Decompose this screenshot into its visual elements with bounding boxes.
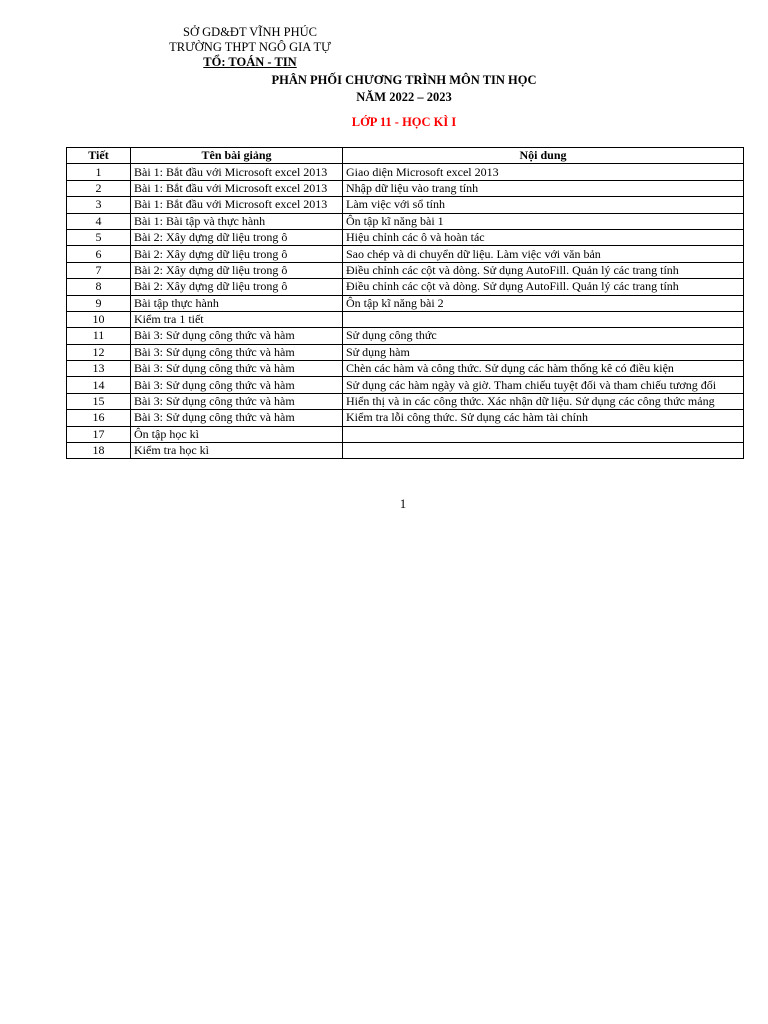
header-period: Tiết (67, 148, 131, 164)
period-cell: 17 (67, 426, 131, 442)
period-cell: 18 (67, 443, 131, 459)
content-cell: Sử dụng công thức (343, 328, 744, 344)
period-cell: 10 (67, 311, 131, 327)
lesson-cell: Bài 3: Sử dụng công thức và hàm (131, 410, 343, 426)
content-cell: Điều chỉnh các cột và dòng. Sử dụng AutoFill. Quản lý các trang tính (343, 262, 744, 278)
lesson-cell: Bài 3: Sử dụng công thức và hàm (131, 344, 343, 360)
table-row (67, 180, 744, 196)
lesson-cell: Ôn tập học kì (131, 426, 343, 442)
header-lesson: Tên bài giảng (131, 148, 343, 164)
period-cell: 15 (67, 393, 131, 409)
table-row (67, 328, 744, 344)
period-cell: 1 (67, 164, 131, 180)
table-row (67, 426, 744, 442)
lesson-cell: Bài 3: Sử dụng công thức và hàm (131, 393, 343, 409)
period-cell: 2 (67, 180, 131, 196)
content-cell: Kiểm tra lỗi công thức. Sử dụng các hàm tài chính (343, 410, 744, 426)
lesson-cell: Kiểm tra 1 tiết (131, 311, 343, 327)
table-row (67, 393, 744, 409)
table-row (67, 410, 744, 426)
document-title: PHÂN PHỐI CHƯƠNG TRÌNH MÔN TIN HỌC (271, 73, 537, 87)
content-cell: Sao chép và di chuyển dữ liệu. Làm việc với văn bản (343, 246, 744, 262)
lesson-cell: Bài 1: Bắt đầu với Microsoft excel 2013 (131, 180, 343, 196)
period-cell: 3 (67, 197, 131, 213)
content-cell: Hiệu chỉnh các ô và hoàn tác (343, 229, 744, 245)
lesson-cell: Bài 3: Sử dụng công thức và hàm (131, 361, 343, 377)
lesson-cell: Bài 2: Xây dựng dữ liệu trong ô (131, 229, 343, 245)
lesson-cell: Kiểm tra học kì (131, 443, 343, 459)
page-number: 1 (399, 497, 407, 511)
period-cell: 12 (67, 344, 131, 360)
period-cell: 9 (67, 295, 131, 311)
period-cell: 5 (67, 229, 131, 245)
table-row (67, 262, 744, 278)
content-cell: Điều chỉnh các cột và dòng. Sử dụng AutoFill. Quản lý các trang tính (343, 279, 744, 295)
period-cell: 16 (67, 410, 131, 426)
lesson-cell: Bài 1: Bài tập và thực hành (131, 213, 343, 229)
content-cell: Chèn các hàm và công thức. Sử dụng các hàm thống kê có điều kiện (343, 361, 744, 377)
table-row (67, 213, 744, 229)
table-row (67, 246, 744, 262)
period-cell: 4 (67, 213, 131, 229)
period-cell: 6 (67, 246, 131, 262)
lesson-cell: Bài tập thực hành (131, 295, 343, 311)
header-content: Nội dung (343, 148, 744, 164)
table-row (67, 229, 744, 245)
content-cell (343, 443, 744, 459)
lesson-cell: Bài 1: Bắt đầu với Microsoft excel 2013 (131, 197, 343, 213)
content-cell: Hiển thị và in các công thức. Xác nhận dữ liệu. Sử dụng các công thức mảng (343, 393, 744, 409)
lesson-cell: Bài 2: Xây dựng dữ liệu trong ô (131, 279, 343, 295)
table-row (67, 197, 744, 213)
class-term-title: LỚP 11 - HỌC KÌ I (351, 115, 457, 129)
table-row (67, 279, 744, 295)
period-cell: 8 (67, 279, 131, 295)
table-row (67, 295, 744, 311)
period-cell: 13 (67, 361, 131, 377)
table-row (67, 377, 744, 393)
content-cell: Ôn tập kĩ năng bài 1 (343, 213, 744, 229)
content-cell: Ôn tập kĩ năng bài 2 (343, 295, 744, 311)
table-row (67, 443, 744, 459)
period-cell: 7 (67, 262, 131, 278)
table-row (67, 344, 744, 360)
content-cell: Sử dụng các hàm ngày và giờ. Tham chiếu tuyệt đối và tham chiếu tương đối (343, 377, 744, 393)
table-header-row (67, 148, 744, 164)
period-cell: 11 (67, 328, 131, 344)
department-name: SỞ GD&ĐT VĨNH PHÚC (183, 25, 317, 39)
school-name: TRƯỜNG THPT NGÔ GIA TỰ (169, 40, 331, 54)
table-row (67, 311, 744, 327)
lesson-cell: Bài 3: Sử dụng công thức và hàm (131, 328, 343, 344)
content-cell (343, 311, 744, 327)
lesson-cell: Bài 1: Bắt đầu với Microsoft excel 2013 (131, 164, 343, 180)
table-body (67, 164, 744, 459)
lesson-cell: Bài 3: Sử dụng công thức và hàm (131, 377, 343, 393)
content-cell: Làm việc với sổ tính (343, 197, 744, 213)
content-cell: Giao diện Microsoft excel 2013 (343, 164, 744, 180)
lesson-cell: Bài 2: Xây dựng dữ liệu trong ô (131, 262, 343, 278)
group-name: TỔ: TOÁN - TIN (203, 55, 297, 69)
lesson-cell: Bài 2: Xây dựng dữ liệu trong ô (131, 246, 343, 262)
content-cell (343, 426, 744, 442)
curriculum-table (66, 147, 744, 459)
period-cell: 14 (67, 377, 131, 393)
content-cell: Nhập dữ liệu vào trang tính (343, 180, 744, 196)
table-row (67, 164, 744, 180)
school-year: NĂM 2022 – 2023 (356, 90, 452, 104)
table-row (67, 361, 744, 377)
content-cell: Sử dụng hàm (343, 344, 744, 360)
